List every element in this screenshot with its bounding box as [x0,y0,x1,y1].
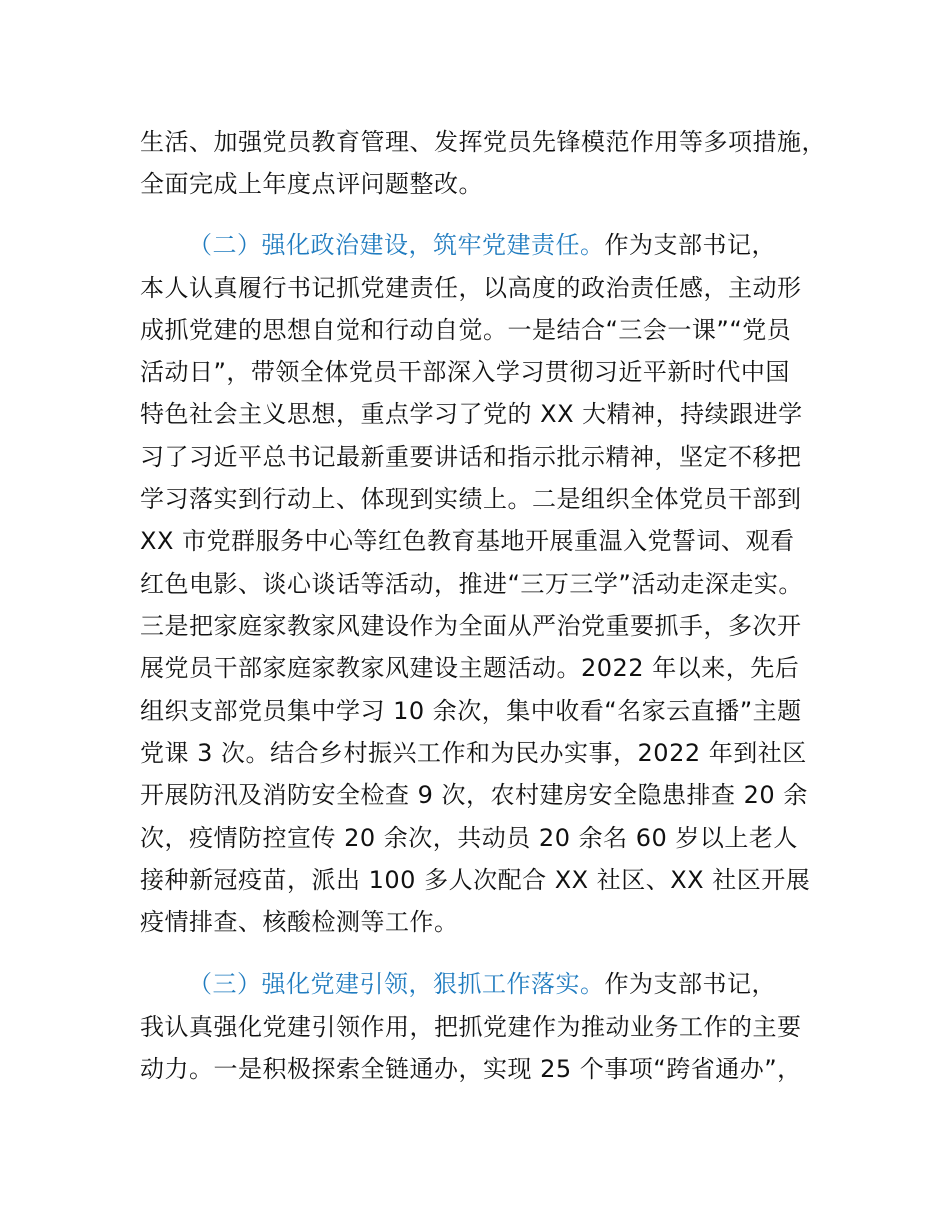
paragraph-2-line: 组织支部党员集中学习 10 余次，集中收看“名家云直播”主题 [140,697,802,725]
section-heading-3: （三）强化党建引领，狠抓工作落实。 [188,970,605,998]
paragraph-2-line: 开展防汛及消防安全检查 9 次，农村建房安全隐患排查 20 余 [140,781,808,809]
paragraph-2-line: 疫情排查、核酸检测等工作。 [140,908,459,936]
paragraph-3-lead: 作为支部书记， [604,970,776,998]
paragraph-1-line-2: 全面完成上年度点评问题整改。 [140,170,483,198]
paragraph-2-line: 红色电影、谈心谈话等活动，推进“三万三学”活动走深走实。 [140,570,803,598]
paragraph-2-line: 活动日”，带领全体党员干部深入学习贯彻习近平新时代中国 [140,358,790,386]
paragraph-3-first-line [188,968,776,1000]
paragraph-2-first-line [188,229,776,261]
paragraph-2-line: 成抓党建的思想自觉和行动自觉。一是结合“三会一课”“党员 [140,316,792,344]
paragraph-1-line-1: 生活、加强党员教育管理、发挥党员先锋模范作用等多项措施， [140,128,826,156]
paragraph-2-lead: 作为支部书记， [604,231,776,259]
paragraph-2-line: 三是把家庭家教家风建设作为全面从严治党重要抓手，多次开 [140,612,802,640]
paragraph-2-line: 党课 3 次。结合乡村振兴工作和为民办实事，2022 年到社区 [140,739,807,767]
paragraph-2-line: 习了习近平总书记最新重要讲话和指示批示精神，坚定不移把 [140,443,802,471]
paragraph-2-line: 展党员干部家庭家教家风建设主题活动。2022 年以来，先后 [140,654,800,682]
paragraph-2-line: 本人认真履行书记抓党建责任，以高度的政治责任感，主动形 [140,274,802,302]
paragraph-2-line: XX 市党群服务中心等红色教育基地开展重温入党誓词、观看 [140,527,795,555]
paragraph-2-line: 次，疫情防控宣传 20 余次，共动员 20 余名 60 岁以上老人 [140,824,798,852]
paragraph-2-line: 接种新冠疫苗，派出 100 多人次配合 XX 社区、XX 社区开展 [140,866,811,894]
paragraph-2-line: 学习落实到行动上、体现到实绩上。二是组织全体党员干部到 [140,485,802,513]
paragraph-3-line: 动力。一是积极探索全链通办，实现 25 个事项“跨省通办”， [140,1055,802,1083]
section-heading-2: （二）强化政治建设，筑牢党建责任。 [188,231,605,259]
paragraph-3-line: 我认真强化党建引领作用，把抓党建作为推动业务工作的主要 [140,1013,802,1041]
paragraph-2-line: 特色社会主义思想，重点学习了党的 XX 大精神，持续跟进学 [140,400,803,428]
